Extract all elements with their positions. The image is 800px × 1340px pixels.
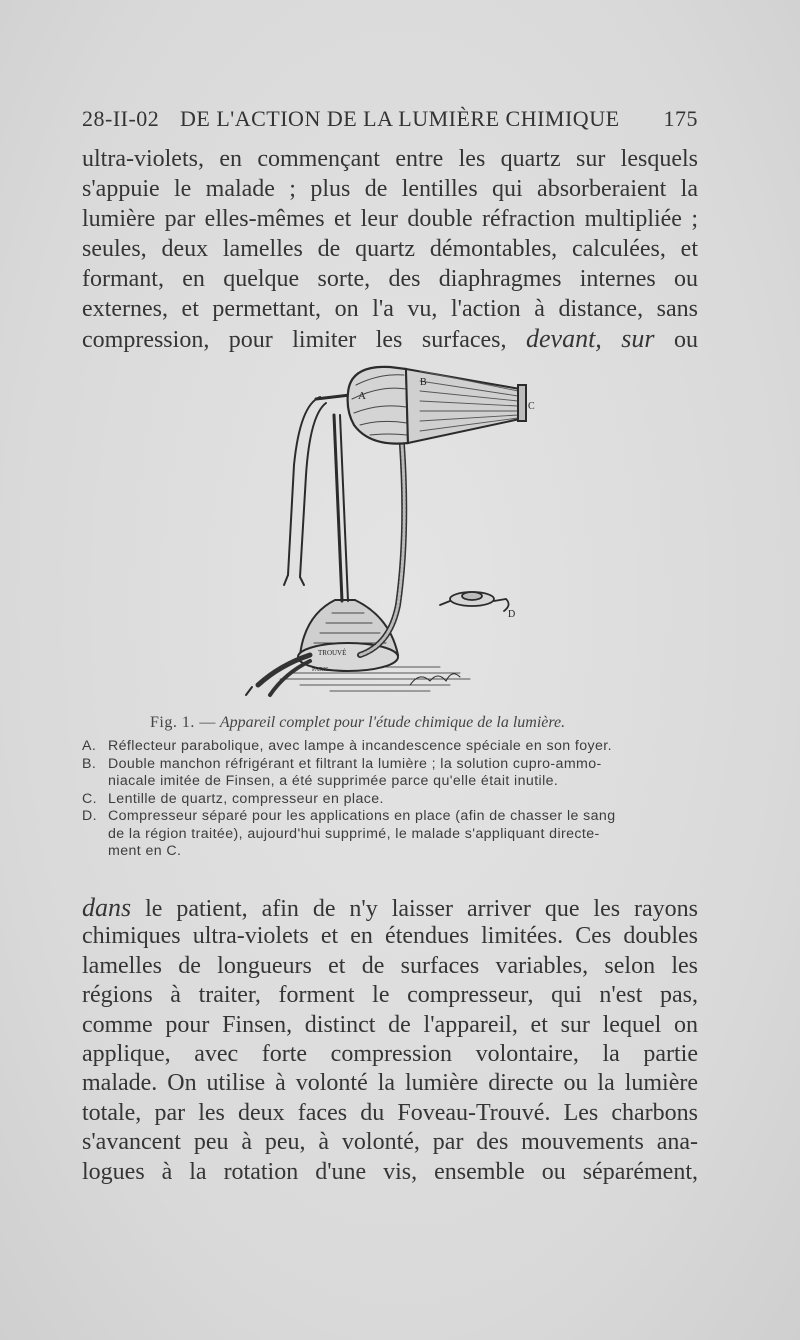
- legend-text: Compresseur séparé pour les applications en place (afin de chasser le sang: [108, 808, 616, 824]
- figure-label-c: C: [528, 401, 535, 412]
- text-line: s'avancent peu à peu, à volonté, par des mouvements ana-: [82, 1129, 698, 1156]
- text-line: malade. On utilise à volonté la lumière directe ou la lumière: [82, 1070, 698, 1097]
- text-line: lumière par elles-mêmes et leur double réfraction multipliée ;: [82, 206, 698, 232]
- figure-label-b: B: [420, 377, 427, 388]
- running-head-date: 28-II-02: [82, 106, 160, 131]
- legend-key: A.: [82, 738, 97, 754]
- figure-base-text-2: PARIS: [312, 667, 329, 673]
- legend-text-continued: de la région traitée), aujourd'hui supprimé, le malade s'appliquant directe-: [108, 825, 600, 842]
- text-line: lamelles de longueurs et de surfaces variables, selon les: [82, 952, 698, 979]
- legend-text: Lentille de quartz, compresseur en place.: [108, 790, 384, 807]
- text-line: logues à la rotation d'une vis, ensemble ou séparément,: [82, 1158, 698, 1185]
- figure-lamp-apparatus: [230, 355, 540, 705]
- text-line: totale, par les deux faces du Foveau-Trouvé. Les charbons: [82, 1099, 698, 1126]
- italic-word: sur: [621, 324, 655, 353]
- legend-key: B.: [82, 755, 97, 772]
- text-run: ou: [674, 327, 699, 353]
- paragraph-top: [82, 144, 698, 354]
- legend-item: [82, 791, 702, 809]
- text-line: externes, et permettant, on l'a vu, l'action à distance, sans: [82, 296, 698, 322]
- figure-label-a: A: [358, 390, 366, 402]
- legend-text-continued: niacale imitée de Finsen, a été supprimée parce qu'elle était inutile.: [108, 773, 559, 789]
- legend-text: Double manchon réfrigérant et filtrant la lumière ; la solution cupro-ammo-: [108, 755, 602, 772]
- italic-word: dans: [82, 893, 132, 922]
- figure-caption-label: Fig. 1. —: [150, 714, 216, 731]
- apparatus-engraving: [230, 355, 540, 705]
- text-run: le patient, afin de n'y laisser arriver que les rayons: [145, 896, 699, 922]
- text-line: formant, en quelque sorte, des diaphragmes internes ou: [82, 266, 698, 292]
- text-line-last: [82, 324, 698, 354]
- legend-item: [82, 808, 702, 826]
- running-head-title: DE L'ACTION DE LA LUMIÈRE CHIMIQUE: [180, 106, 620, 131]
- legend-key: C.: [82, 790, 97, 807]
- legend-text-continued: ment en C.: [108, 843, 182, 859]
- text-line: comme pour Finsen, distinct de l'appareil, et sur lequel on: [82, 1011, 698, 1038]
- figure-label-d: D: [508, 609, 516, 620]
- legend-text: Réflecteur parabolique, avec lampe à incandescence spéciale en son foyer.: [108, 738, 612, 754]
- text-line: ultra-violets, en commençant entre les quartz sur lesquels: [82, 146, 698, 172]
- text-line: s'appuie le malade ; plus de lentilles qui absorberaient la: [82, 176, 698, 202]
- figure-base-text: TROUVÉ: [318, 649, 347, 657]
- legend-item: [82, 756, 702, 774]
- figure-legend: [82, 738, 702, 861]
- text-line: seules, deux lamelles de quartz démontables, calculées, et: [82, 236, 698, 262]
- legend-key: D.: [82, 808, 97, 824]
- text-line: régions à traiter, forment le compresseur, qui n'est pas,: [82, 982, 698, 1009]
- text-line: chimiques ultra-violets et en étendues limitées. Ces doubles: [82, 923, 698, 950]
- running-head: [82, 106, 704, 136]
- figure-caption: [150, 714, 710, 732]
- legend-item: [82, 738, 702, 756]
- text-line: applique, avec forte compression volontaire, la partie: [82, 1040, 698, 1067]
- text-run: compression, pour limiter les surfaces,: [82, 327, 507, 353]
- text-line: [82, 893, 698, 922]
- italic-word: devant,: [525, 324, 602, 353]
- figure-caption-title: Appareil complet pour l'étude chimique de la lumière.: [219, 714, 566, 731]
- paragraph-bottom: [82, 893, 698, 1187]
- page-number: 175: [663, 106, 698, 131]
